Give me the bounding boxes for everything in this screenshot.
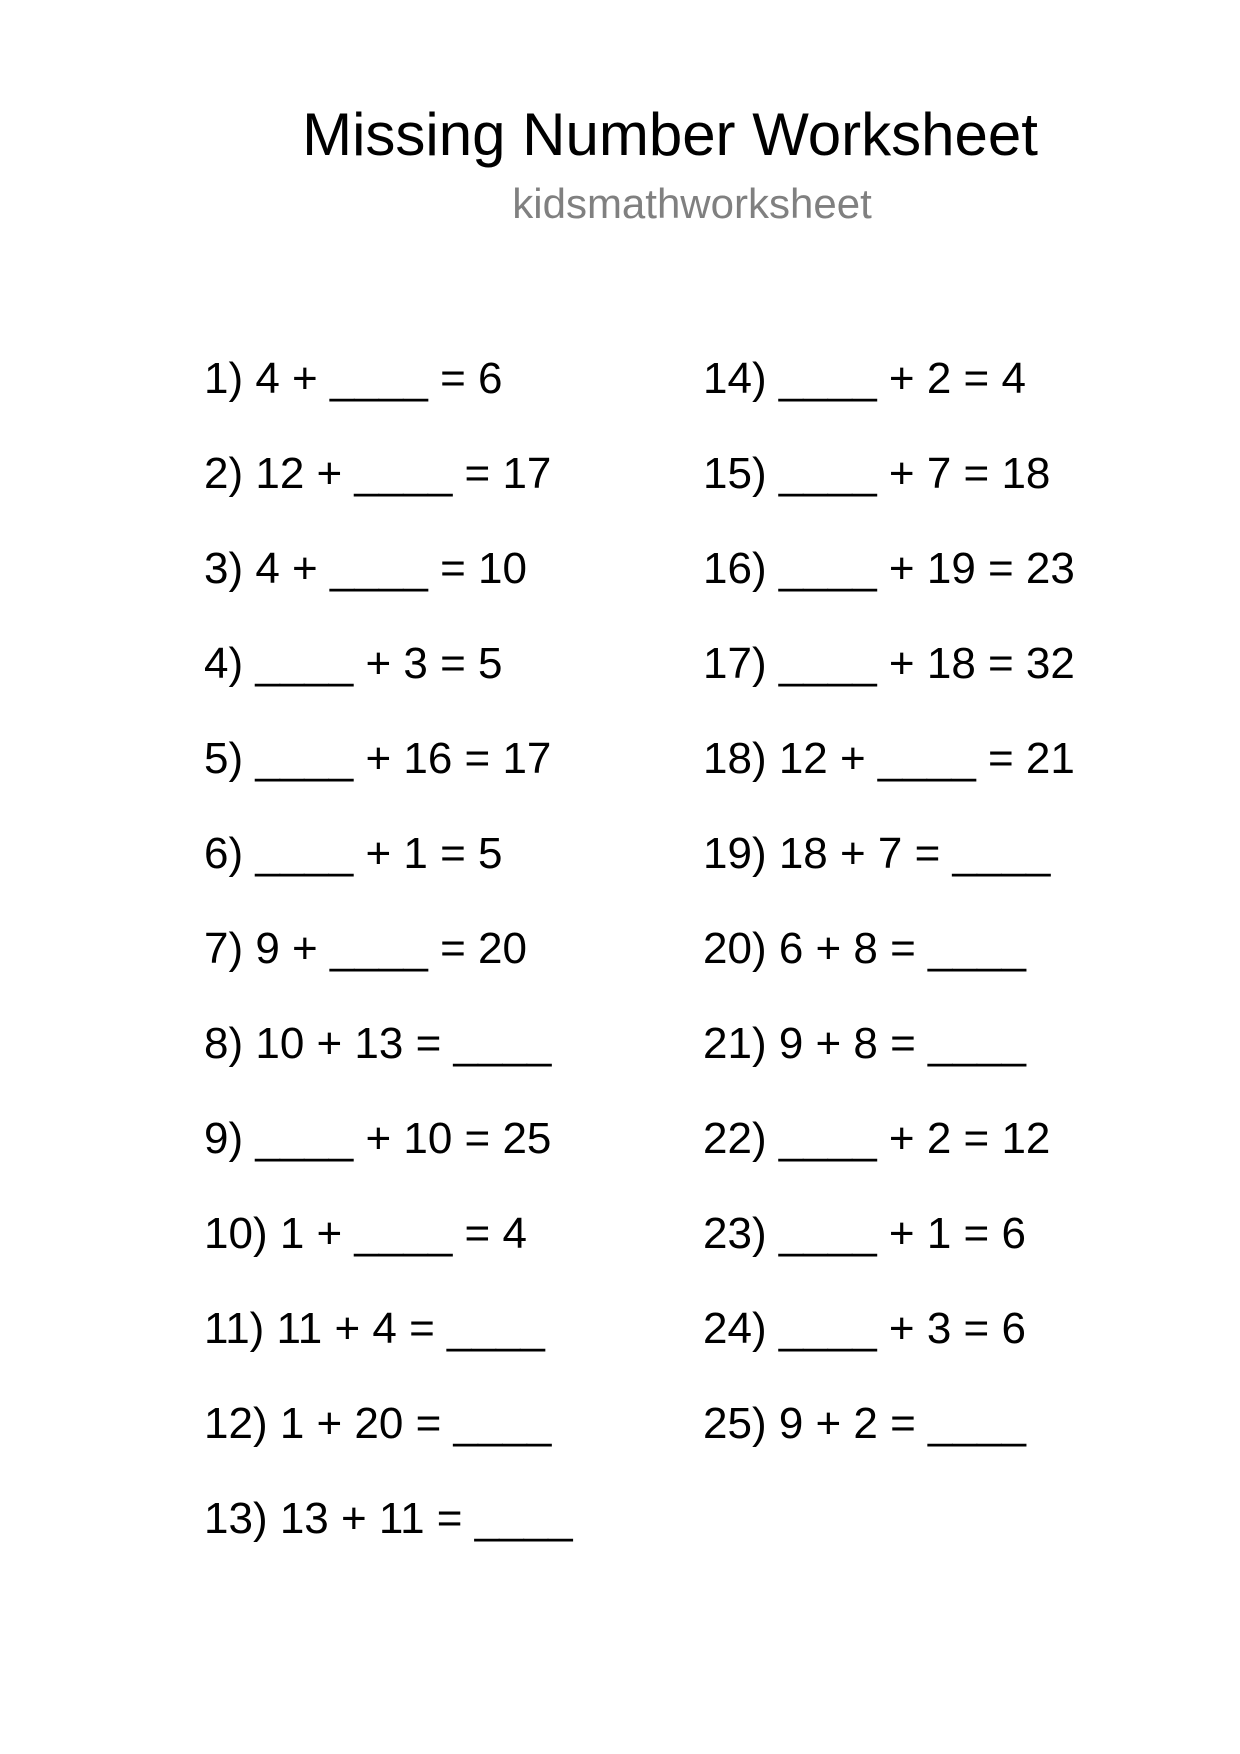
problem-25: 25) 9 + 2 = ____: [703, 1399, 1026, 1448]
problem-11: 11) 11 + 4 = ____: [204, 1304, 545, 1353]
problem-19: 19) 18 + 7 = ____: [703, 829, 1051, 878]
problem-17: 17) ____ + 18 = 32: [703, 639, 1075, 688]
problem-12: 12) 1 + 20 = ____: [204, 1399, 552, 1448]
page-title: Missing Number Worksheet: [302, 101, 1038, 168]
problem-6: 6) ____ + 1 = 5: [204, 829, 503, 878]
problem-10: 10) 1 + ____ = 4: [204, 1209, 527, 1258]
problem-7: 7) 9 + ____ = 20: [204, 924, 527, 973]
problem-21: 21) 9 + 8 = ____: [703, 1019, 1026, 1068]
problem-18: 18) 12 + ____ = 21: [703, 734, 1075, 783]
problem-22: 22) ____ + 2 = 12: [703, 1114, 1051, 1163]
problem-9: 9) ____ + 10 = 25: [204, 1114, 552, 1163]
problem-13: 13) 13 + 11 = ____: [204, 1494, 573, 1543]
problem-5: 5) ____ + 16 = 17: [204, 734, 552, 783]
problem-20: 20) 6 + 8 = ____: [703, 924, 1026, 973]
problem-1: 1) 4 + ____ = 6: [204, 354, 503, 403]
page-subtitle: kidsmathworksheet: [512, 180, 872, 227]
problem-16: 16) ____ + 19 = 23: [703, 544, 1075, 593]
problem-23: 23) ____ + 1 = 6: [703, 1209, 1026, 1258]
problem-8: 8) 10 + 13 = ____: [204, 1019, 552, 1068]
problem-15: 15) ____ + 7 = 18: [703, 449, 1051, 498]
problem-2: 2) 12 + ____ = 17: [204, 449, 552, 498]
problem-24: 24) ____ + 3 = 6: [703, 1304, 1026, 1353]
problem-4: 4) ____ + 3 = 5: [204, 639, 503, 688]
problem-14: 14) ____ + 2 = 4: [703, 354, 1026, 403]
problem-3: 3) 4 + ____ = 10: [204, 544, 527, 593]
